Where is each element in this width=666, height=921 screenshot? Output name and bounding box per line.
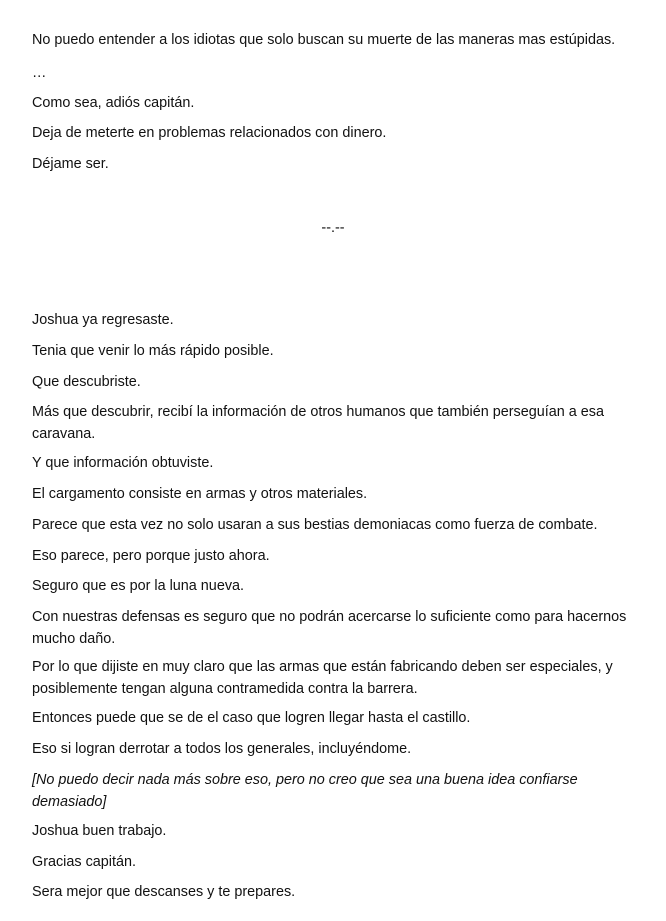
paragraph: Parece que esta vez no solo usaran a sus bestias demoniacas como fuerza de combate. <box>32 517 598 533</box>
paragraph: Deja de meterte en problemas relacionados con dinero. <box>32 125 387 141</box>
paragraph: Sera mejor que descanses y te prepares. <box>32 884 296 900</box>
paragraph: … <box>32 65 47 81</box>
paragraph: Por lo que dijiste en muy claro que las armas que están fabricando deben ser especiales, y posiblemente tengan alguna contramedida contra la barrera. <box>32 659 613 697</box>
paragraph: Joshua ya regresaste. <box>32 312 174 328</box>
paragraph: Eso parece, pero porque justo ahora. <box>32 548 270 564</box>
paragraph: Joshua buen trabajo. <box>32 823 167 839</box>
paragraph: Con nuestras defensas es seguro que no podrán acercarse lo suficiente como para hacernos mucho daño. <box>32 609 627 647</box>
paragraph: El cargamento consiste en armas y otros materiales. <box>32 486 368 502</box>
paragraph: Tenia que venir lo más rápido posible. <box>32 343 274 359</box>
paragraph: Déjame ser. <box>32 156 109 172</box>
paragraph: Seguro que es por la luna nueva. <box>32 578 245 594</box>
paragraph: No puedo entender a los idiotas que solo buscan su muerte de las maneras mas estúpidas. <box>32 32 616 48</box>
paragraph: Y que información obtuviste. <box>32 455 214 471</box>
paragraph: Más que descubrir, recibí la información de otros humanos que también perseguían a esa caravana. <box>32 404 604 442</box>
section-separator: --.-- <box>321 220 345 236</box>
paragraph: Como sea, adiós capitán. <box>32 95 195 111</box>
paragraph: Eso si logran derrotar a todos los generales, incluyéndome. <box>32 741 412 757</box>
paragraph: Que descubriste. <box>32 374 141 390</box>
paragraph: Gracias capitán. <box>32 854 136 870</box>
paragraph: Entonces puede que se de el caso que logren llegar hasta el castillo. <box>32 710 471 726</box>
italic-paragraph: [No puedo decir nada más sobre eso, pero no creo que sea una buena idea confiarse demasiado] <box>32 772 578 810</box>
